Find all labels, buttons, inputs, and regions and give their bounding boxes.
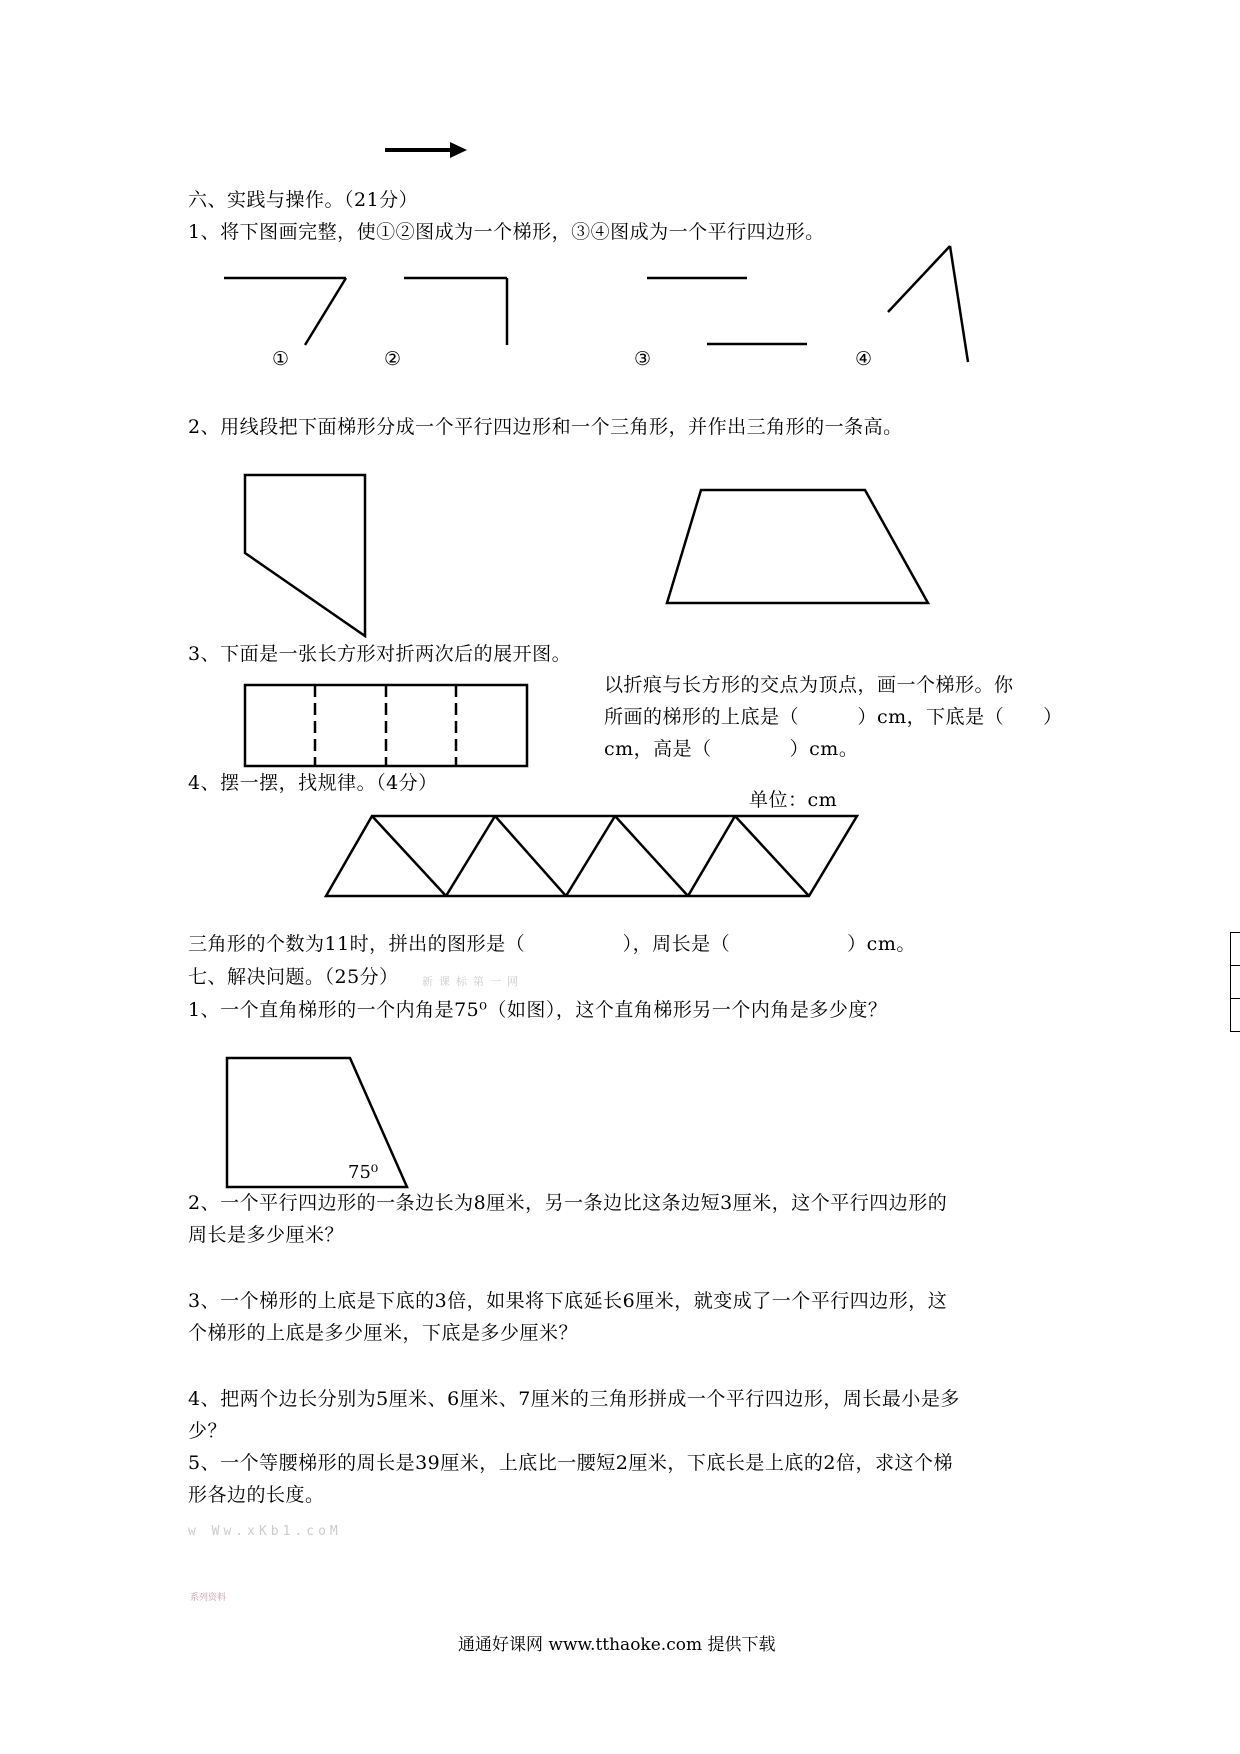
shape-3-partial bbox=[647, 278, 807, 344]
question-6-3: 3、下面是一张长方形对折两次后的展开图。 bbox=[188, 643, 572, 665]
watermark-url: w Ww.xKb1.coM bbox=[188, 1524, 342, 1539]
question-7-4-line2: 少？ bbox=[188, 1420, 228, 1442]
arrow-icon bbox=[385, 142, 467, 158]
shape-4-partial bbox=[888, 246, 968, 362]
question-6-2: 2、用线段把下面梯形分成一个平行四边形和一个三角形，并作出三角形的一条高。 bbox=[188, 416, 903, 438]
question-6-3-text-line3: cm，高是（ ）cm。 bbox=[604, 738, 859, 760]
question-7-5-line1: 5、一个等腰梯形的周长是39厘米，上底比一腰短2厘米，下底长是上底的2倍，求这个梯 bbox=[188, 1452, 953, 1474]
label-1: ① bbox=[272, 348, 290, 370]
question-7-4-line1: 4、把两个边长分别为5厘米、6厘米、7厘米的三角形拼成一个平行四边形，周长最小是多 bbox=[188, 1388, 960, 1410]
question-7-2-line1: 2、一个平行四边形的一条边长为8厘米，另一条边比这条边短3厘米，这个平行四边形的 bbox=[188, 1192, 948, 1214]
question-6-1: 1、将下图画完整，使①②图成为一个梯形，③④图成为一个平行四边形。 bbox=[188, 221, 825, 243]
triangle-pattern-figure bbox=[326, 816, 857, 896]
right-trapezoid-figure bbox=[245, 475, 365, 636]
edge-table-cell bbox=[1230, 998, 1240, 1032]
section-6-heading: 六、实践与操作。（21分） bbox=[188, 189, 419, 211]
unit-label: 单位：cm bbox=[749, 789, 838, 811]
shape-1-partial bbox=[224, 278, 346, 345]
question-7-5-line2: 形各边的长度。 bbox=[188, 1484, 325, 1506]
label-3: ③ bbox=[634, 348, 652, 370]
label-4: ④ bbox=[855, 348, 873, 370]
edge-table-cell bbox=[1230, 932, 1240, 966]
label-2: ② bbox=[384, 348, 402, 370]
watermark-small: 系列资料 bbox=[190, 1593, 227, 1603]
question-7-3-line2: 个梯形的上底是多少厘米，下底是多少厘米？ bbox=[188, 1322, 579, 1344]
right-trapezoid-75-figure bbox=[227, 1058, 407, 1187]
question-7-3-line1: 3、一个梯形的上底是下底的3倍，如果将下底延长6厘米，就变成了一个平行四边形，这 bbox=[188, 1290, 948, 1312]
question-7-2-line2: 周长是多少厘米？ bbox=[188, 1224, 345, 1246]
question-6-3-text-line1: 以折痕与长方形的交点为顶点，画一个梯形。你 bbox=[604, 674, 1014, 696]
folded-rectangle-figure bbox=[245, 685, 527, 766]
question-6-3-text-line2: 所画的梯形的上底是（ ）cm，下底是（ ） bbox=[604, 706, 1063, 728]
angle-label: 75⁰ bbox=[348, 1162, 379, 1183]
section-7-heading: 七、解决问题。（25分） bbox=[188, 966, 399, 988]
question-6-4-answer: 三角形的个数为11时，拼出的图形是（ ），周长是（ ）cm。 bbox=[188, 933, 916, 955]
page-footer: 通通好课网 www.tthaoke.com 提供下载 bbox=[458, 1635, 776, 1655]
isosceles-trapezoid-figure bbox=[667, 490, 928, 603]
question-7-1: 1、一个直角梯形的一个内角是75⁰（如图），这个直角梯形另一个内角是多少度？ bbox=[188, 999, 888, 1021]
watermark-text: 新课标第一网 bbox=[422, 975, 524, 988]
shape-2-partial bbox=[404, 278, 507, 345]
edge-table-cell bbox=[1230, 965, 1240, 999]
question-6-4: 4、摆一摆，找规律。（4分） bbox=[188, 772, 438, 794]
